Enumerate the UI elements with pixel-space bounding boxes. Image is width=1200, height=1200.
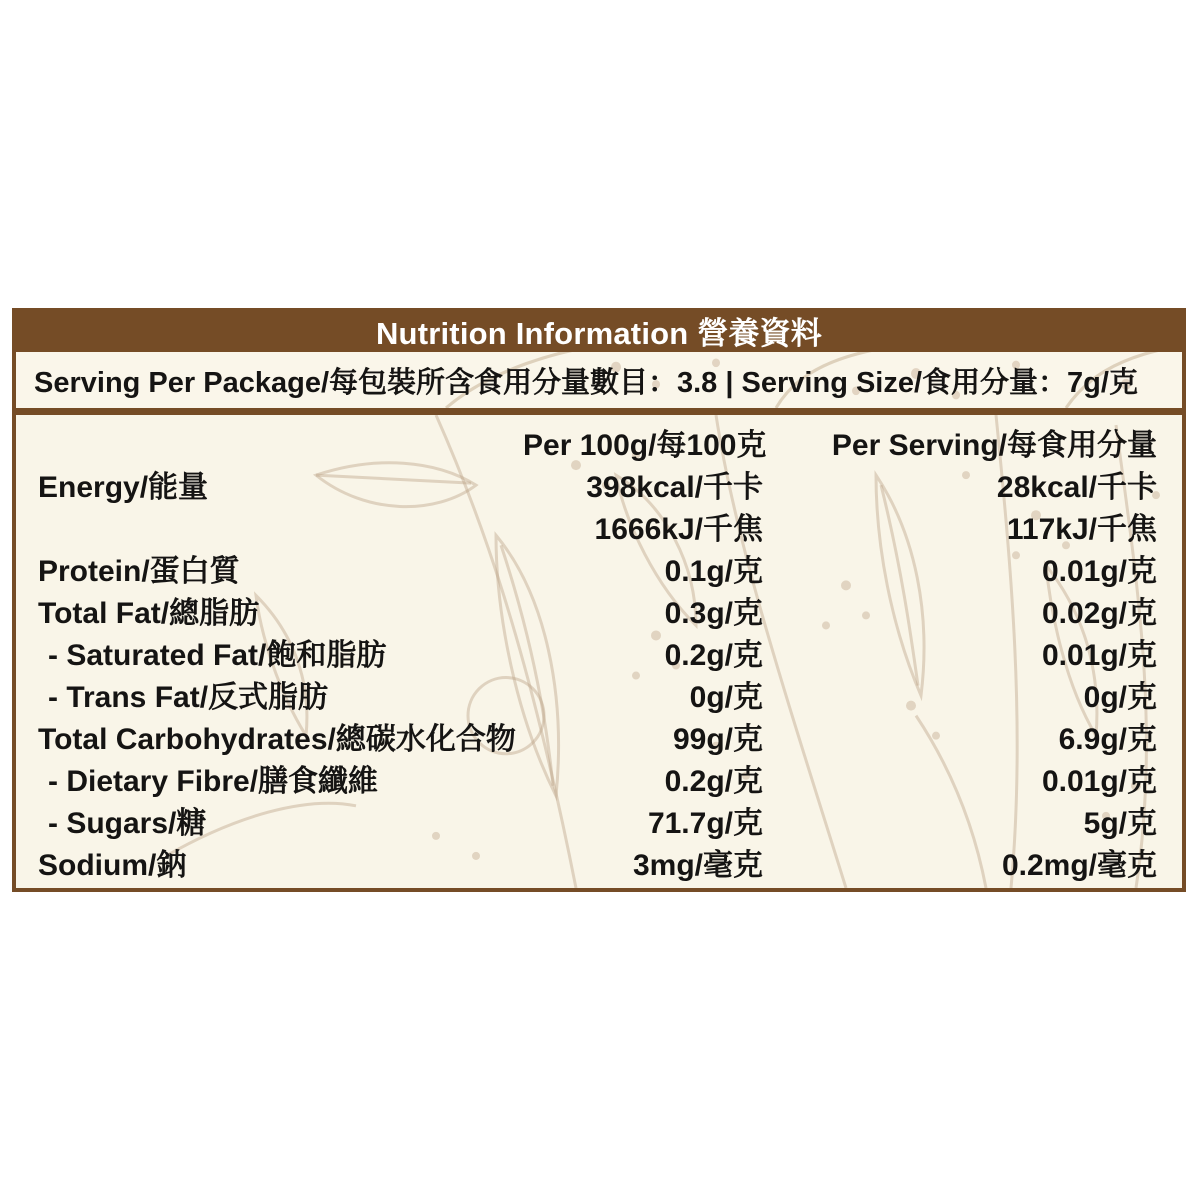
row-label: Total Fat/總脂肪	[38, 597, 260, 630]
nutrition-title: Nutrition Information 營養資料	[375, 315, 823, 351]
row-value-per-100g: 0.2g/克	[664, 639, 763, 672]
energy-kj-per-100g: 1666kJ/千焦	[594, 513, 763, 546]
row-label: - Trans Fat/反式脂肪	[48, 681, 329, 714]
row-label: - Sugars/糖	[48, 807, 207, 840]
row-label: Sodium/鈉	[38, 849, 187, 882]
energy-kj-per-serving: 117kJ/千焦	[1006, 513, 1157, 546]
row-value-per-serving	[763, 467, 1157, 551]
row-label: - Dietary Fibre/膳食纖維	[48, 765, 379, 798]
row-value-per-serving: 0.2mg/毫克	[1001, 849, 1157, 882]
energy-kcal-per-100g: 398kcal/千卡	[586, 471, 763, 504]
row-label: Protein/蛋白質	[38, 555, 240, 588]
row-value-per-100g: 0.3g/克	[664, 597, 763, 630]
row-label: Energy/能量	[38, 471, 209, 504]
row-value-per-serving: 0.01g/克	[1041, 765, 1157, 798]
row-label: Total Carbohydrates/總碳水化合物	[38, 723, 516, 756]
table-row-trans-fat	[16, 677, 1182, 719]
serving-info-text: Serving Per Package/每包裝所含食用分量數目：3.8 | Serving Size/食用分量：7g/克	[34, 366, 1138, 399]
row-value-per-serving: 0g/克	[1083, 681, 1157, 714]
column-header-spacer	[38, 425, 523, 467]
table-row-sodium	[16, 845, 1182, 887]
column-header-per-serving: Per Serving/每食用分量	[831, 429, 1157, 462]
table-row-total-fat	[16, 593, 1182, 635]
row-value-per-100g: 0g/克	[689, 681, 763, 714]
table-row-sugars	[16, 803, 1182, 845]
table-row-protein	[16, 551, 1182, 593]
table-row-saturated-fat	[16, 635, 1182, 677]
row-value-per-serving: 0.01g/克	[1041, 555, 1157, 588]
row-value-per-serving: 0.02g/克	[1041, 597, 1157, 630]
row-value-per-serving: 6.9g/克	[1058, 723, 1157, 756]
row-value-per-100g: 0.1g/克	[664, 555, 763, 588]
column-header-per-100g: Per 100g/每100克	[523, 429, 767, 462]
row-value-per-100g: 99g/克	[672, 723, 763, 756]
row-value-per-100g: 0.2g/克	[664, 765, 763, 798]
row-value-per-100g	[523, 467, 763, 551]
nutrition-title-bar	[12, 308, 1186, 352]
row-value-per-serving: 0.01g/克	[1041, 639, 1157, 672]
nutrition-table-content	[16, 415, 1182, 887]
row-value-per-serving: 5g/克	[1083, 807, 1157, 840]
nutrition-label	[12, 308, 1186, 892]
energy-kcal-per-serving: 28kcal/千卡	[996, 471, 1157, 504]
column-header-row	[16, 425, 1182, 467]
table-row-energy	[16, 467, 1182, 551]
table-row-total-carbohydrates	[16, 719, 1182, 761]
row-value-per-100g: 3mg/毫克	[632, 849, 763, 882]
nutrition-table	[12, 412, 1186, 892]
serving-info-row	[12, 352, 1186, 412]
row-label: - Saturated Fat/飽和脂肪	[48, 639, 387, 672]
row-value-per-100g: 71.7g/克	[647, 807, 763, 840]
table-row-dietary-fibre	[16, 761, 1182, 803]
